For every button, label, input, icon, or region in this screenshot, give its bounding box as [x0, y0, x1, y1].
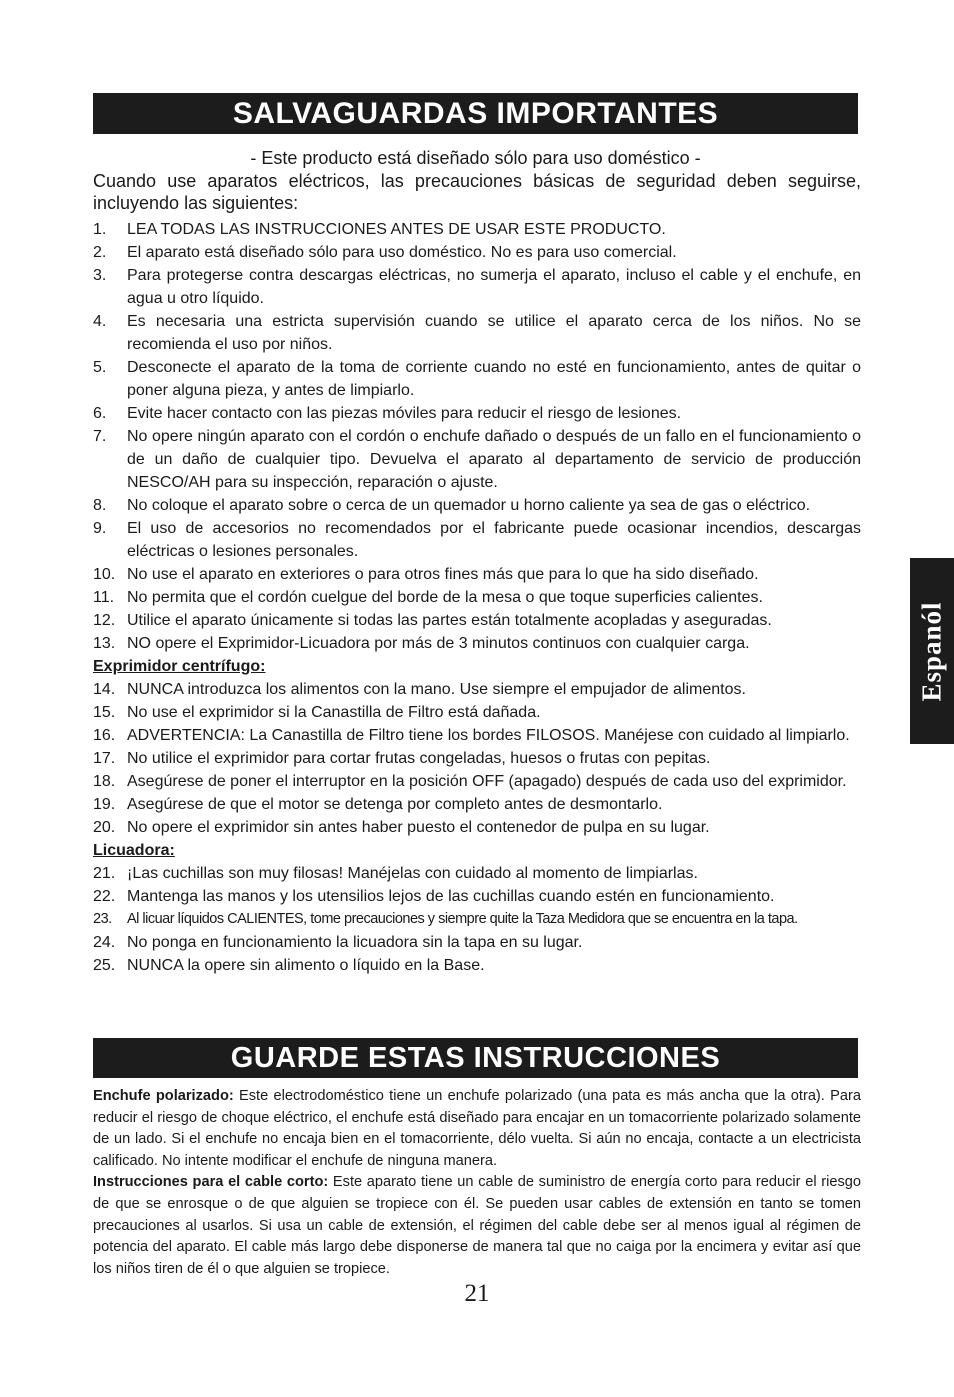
page-number: 21 [464, 1280, 490, 1307]
list-item: 12. Utilice el aparato únicamente si todas las partes están totalmente acopladas y aseguradas. [93, 612, 772, 629]
list-item: 21. ¡Las cuchillas son muy filosas! Manéjelas con cuidado al momento de limpiarlas. [93, 865, 698, 882]
list-item: 7. No opere ningún aparato con el cordón o enchufe dañado o después de un fallo en el funcionamiento o de un daño de cualquier tipo. Devuelva el aparato al departamento de servicio de producción NESCO/AH para su inspección, reparación o ajuste. [93, 428, 861, 491]
list-item: 23. Al licuar líquidos CALIENTES, tome precauciones y siempre quite la Taza Medidora que se encuentra en la tapa. [93, 911, 798, 927]
list-item: 20. No opere el exprimidor sin antes haber puesto el contenedor de pulpa en su lugar. [93, 819, 710, 836]
section-heading-juicer: Exprimidor centrífugo: [93, 658, 266, 675]
list-item: 3. Para protegerse contra descargas eléctricas, no sumerja el aparato, incluso el cable y el enchufe, en agua u otro líquido. [93, 267, 861, 307]
page-title: SALVAGUARDAS IMPORTANTES [232, 97, 719, 130]
list-item: 16. ADVERTENCIA: La Canastilla de Filtro tiene los bordes FILOSOS. Manéjese con cuidado al limpiarlo. [93, 727, 850, 744]
short-cord-text: Este aparato tiene un cable de suministro de energía corto para reducir el riesgo de que se enrosque o de que alguien se tropiece con él. Se pueden usar cables de extensión en tanto se tomen precauciones al usarlos. Si usa un cable de extensión, el régimen del cable debe ser al menos igual al régimen de potencia del aparato. El cable más largo debe disponerse de manera tal que no caiga por la encimera y evitar así que los niños tiren de él o que alguien se tropiece. [93, 1174, 861, 1277]
list-item: 4. Es necesaria una estricta supervisión cuando se utilice el aparato cerca de los niños. No se recomienda el uso por niños. [93, 313, 861, 353]
list-item: 25. NUNCA la opere sin alimento o líquido en la Base. [93, 957, 485, 974]
list-item: 13. NO opere el Exprimidor-Licuadora por más de 3 minutos continuos con cualquier carga. [93, 635, 750, 652]
list-item: 19. Asegúrese de que el motor se detenga por completo antes de desmontarlo. [93, 796, 663, 813]
footer-notes [93, 1086, 861, 1280]
list-item: 5. Desconecte el aparato de la toma de corriente cuando no esté en funcionamiento, antes de quitar o poner alguna pieza, y antes de limpiarlo. [93, 359, 861, 399]
intro-paragraph: Cuando use aparatos eléctricos, las precauciones básicas de seguridad deben seguirse, incluyendo las siguientes: [93, 171, 861, 213]
list-item: 11. No permita que el cordón cuelgue del borde de la mesa o que toque superficies calientes. [93, 589, 763, 606]
list-item: 9. El uso de accesorios no recomendados por el fabricante puede ocasionar incendios, descargas eléctricas o lesiones personales. [93, 520, 861, 560]
list-item: 22. Mantenga las manos y los utensilios lejos de las cuchillas cuando estén en funcionamiento. [93, 888, 775, 905]
polarized-plug-text: Este electrodoméstico tiene un enchufe polarizado (una pata es más ancha que la otra). Para reducir el riesgo de choque eléctrico, el enchufe está diseñado para encajar en un tomacorriente polarizado solamente de un lado. Si el enchufe no encaja bien en el tomacorriente, délo vuelta. Si aún no encaja, contacte a un electricista calificado. No intente modificar el enchufe de ninguna manera. [93, 1088, 861, 1169]
short-cord-label: Instrucciones para el cable corto: [93, 1174, 329, 1191]
page-title-banner [93, 93, 858, 134]
save-instructions-banner [93, 1038, 858, 1078]
safeguards-list [93, 218, 861, 977]
list-item: 10. No use el aparato en exteriores o para otros fines más que para lo que ha sido diseñado. [93, 566, 759, 583]
list-item: 8. No coloque el aparato sobre o cerca de un quemador u horno caliente ya sea de gas o eléctrico. [93, 497, 811, 514]
list-item: 15. No use el exprimidor si la Canastilla de Filtro está dañada. [93, 704, 541, 721]
subtitle: - Este producto está diseñado sólo para uso doméstico - [250, 148, 701, 168]
list-item: 6. Evite hacer contacto con las piezas móviles para reducir el riesgo de lesiones. [93, 405, 682, 422]
polarized-plug-paragraph [93, 1086, 861, 1172]
language-side-tab-label: Espanól [916, 600, 947, 702]
list-item: 24. No ponga en funcionamiento la licuadora sin la tapa en su lugar. [93, 934, 583, 951]
section-heading-blender: Licuadora: [93, 842, 175, 859]
list-item: 18. Asegúrese de poner el interruptor en la posición OFF (apagado) después de cada uso del exprimidor. [93, 773, 847, 790]
list-item: 17. No utilice el exprimidor para cortar frutas congeladas, huesos o frutas con pepitas. [93, 750, 711, 767]
list-item: 2. El aparato está diseñado sólo para uso doméstico. No es para uso comercial. [93, 244, 677, 261]
save-instructions-title: GUARDE ESTAS INSTRUCCIONES [230, 1042, 721, 1074]
list-item: 1. LEA TODAS LAS INSTRUCCIONES ANTES DE USAR ESTE PRODUCTO. [93, 221, 666, 238]
list-item: 14. NUNCA introduzca los alimentos con la mano. Use siempre el empujador de alimentos. [93, 681, 746, 698]
language-side-tab [910, 558, 954, 744]
polarized-plug-label: Enchufe polarizado: [93, 1088, 234, 1104]
short-cord-paragraph [93, 1172, 861, 1280]
